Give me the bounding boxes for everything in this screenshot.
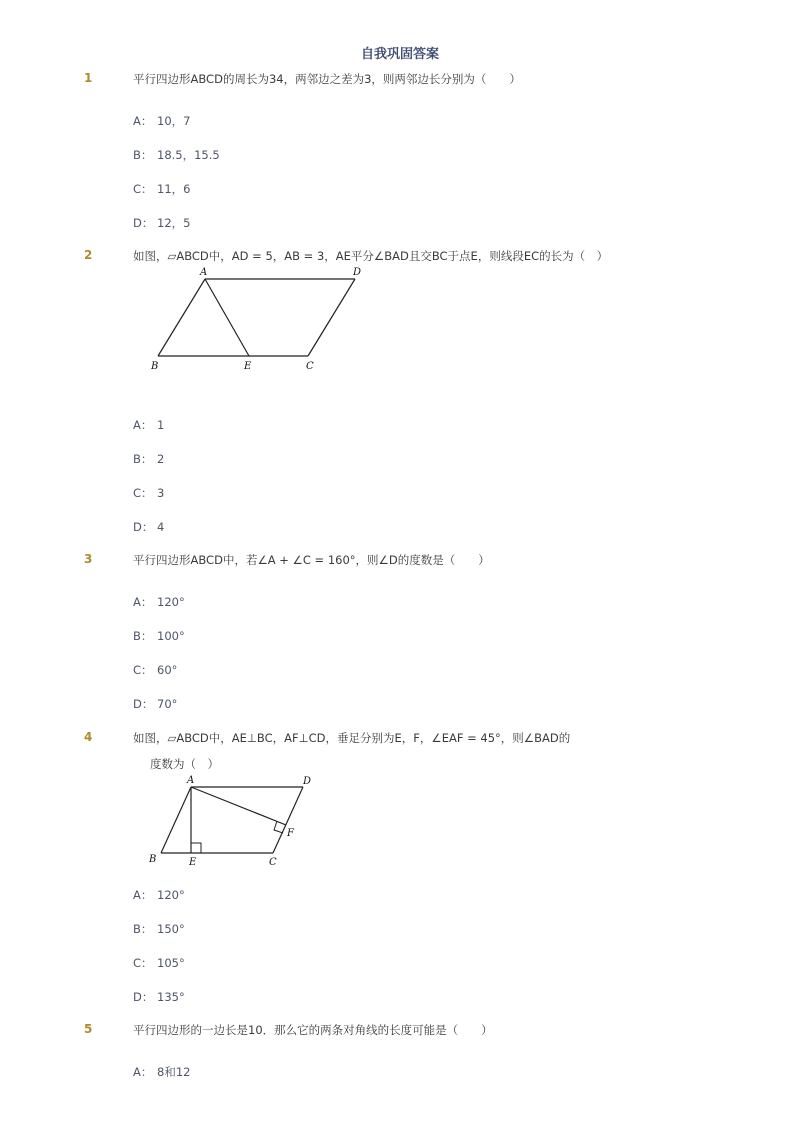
vertex-label-c: C (269, 857, 277, 868)
option-value: 120° (157, 888, 185, 902)
option-value: 100° (157, 629, 185, 643)
option-label: D： (133, 697, 154, 711)
option-value: 1 (157, 418, 165, 432)
question-3-number: 3 (84, 552, 93, 566)
question-5-number: 5 (84, 1022, 93, 1036)
option-label: A： (133, 1065, 153, 1079)
vertex-label-d: D (303, 776, 312, 787)
question-1-option-a[interactable] (133, 113, 190, 129)
question-2-option-d[interactable] (133, 519, 164, 535)
question-2-option-c[interactable] (133, 485, 164, 501)
question-1-option-b[interactable] (133, 147, 220, 163)
vertex-label-b: B (149, 854, 157, 865)
vertex-label-a: A (187, 775, 195, 786)
option-label: B： (133, 148, 153, 162)
question-1-text: 平行四边形ABCD的周长为34，两邻边之差为3，则两邻边长分别为（ ） (133, 72, 521, 86)
question-3-option-d[interactable] (133, 696, 177, 712)
question-2-option-a[interactable] (133, 417, 164, 433)
option-value: 150° (157, 922, 185, 936)
option-label: D： (133, 990, 154, 1004)
vertex-label-b: B (151, 361, 159, 372)
option-label: C： (133, 486, 153, 500)
option-value: 2 (157, 452, 165, 466)
option-value: 4 (157, 520, 165, 534)
vertex-label-e: E (244, 361, 252, 372)
question-4-number: 4 (84, 730, 93, 744)
option-label: A： (133, 114, 153, 128)
option-label: C： (133, 182, 153, 196)
question-2-figure (145, 264, 375, 376)
question-5-text: 平行四边形的一边长是10．那么它的两条对角线的长度可能是（ ） (133, 1023, 493, 1037)
side-ab (161, 787, 191, 853)
option-value: 12，5 (157, 216, 191, 230)
question-4-text: 如图，▱ABCD中，AE⊥BC，AF⊥CD，垂足分别为E，F，∠EAF = 45°，则∠BAD的 (133, 731, 571, 745)
option-label: D： (133, 520, 154, 534)
option-label: A： (133, 418, 153, 432)
option-label: B： (133, 629, 153, 643)
option-label: B： (133, 452, 153, 466)
option-value: 135° (157, 990, 185, 1004)
question-2-option-b[interactable] (133, 451, 164, 467)
option-value: 18.5，15.5 (157, 148, 220, 162)
question-4-option-d[interactable] (133, 989, 185, 1005)
option-value: 3 (157, 486, 165, 500)
vertex-label-e: E (189, 857, 197, 868)
question-3-option-c[interactable] (133, 662, 177, 678)
option-value: 11，6 (157, 182, 191, 196)
question-5-option-a[interactable] (133, 1064, 190, 1080)
option-label: A： (133, 888, 153, 902)
option-label: B： (133, 922, 153, 936)
option-label: A： (133, 595, 153, 609)
option-label: D： (133, 216, 154, 230)
question-4-option-c[interactable] (133, 955, 185, 971)
option-value: 70° (157, 697, 178, 711)
question-1-option-d[interactable] (133, 215, 190, 231)
right-angle-mark-e (191, 843, 201, 853)
option-value: 60° (157, 663, 178, 677)
question-3-text: 平行四边形ABCD中，若∠A + ∠C = 160°，则∠D的度数是（ ） (133, 553, 490, 567)
side-cd (308, 279, 355, 356)
option-value: 8和12 (157, 1065, 191, 1079)
option-value: 105° (157, 956, 185, 970)
option-value: 10，7 (157, 114, 191, 128)
question-2-number: 2 (84, 248, 93, 262)
page-title: 自我巩固答案 (360, 47, 439, 62)
vertex-label-a: A (200, 267, 208, 278)
segment-ae (205, 279, 249, 356)
question-3-option-b[interactable] (133, 628, 185, 644)
question-4-figure (145, 772, 325, 868)
question-3-option-a[interactable] (133, 594, 185, 610)
segment-af (191, 787, 286, 825)
option-label: C： (133, 663, 153, 677)
side-cd (273, 787, 303, 853)
side-ab (158, 279, 205, 356)
question-1-option-c[interactable] (133, 181, 190, 197)
vertex-label-f: F (287, 828, 294, 839)
option-label: C： (133, 956, 153, 970)
question-2-text: 如图，▱ABCD中，AD = 5，AB = 3，AE平分∠BAD且交BC于点E，则线段EC的长为（ ） (133, 249, 609, 263)
option-value: 120° (157, 595, 185, 609)
vertex-label-d: D (353, 267, 362, 278)
question-4-option-a[interactable] (133, 887, 185, 903)
question-4-option-b[interactable] (133, 921, 185, 937)
question-4-text-continued: 度数为（ ） (150, 757, 219, 771)
vertex-label-c: C (306, 361, 314, 372)
question-1-number: 1 (84, 71, 93, 85)
